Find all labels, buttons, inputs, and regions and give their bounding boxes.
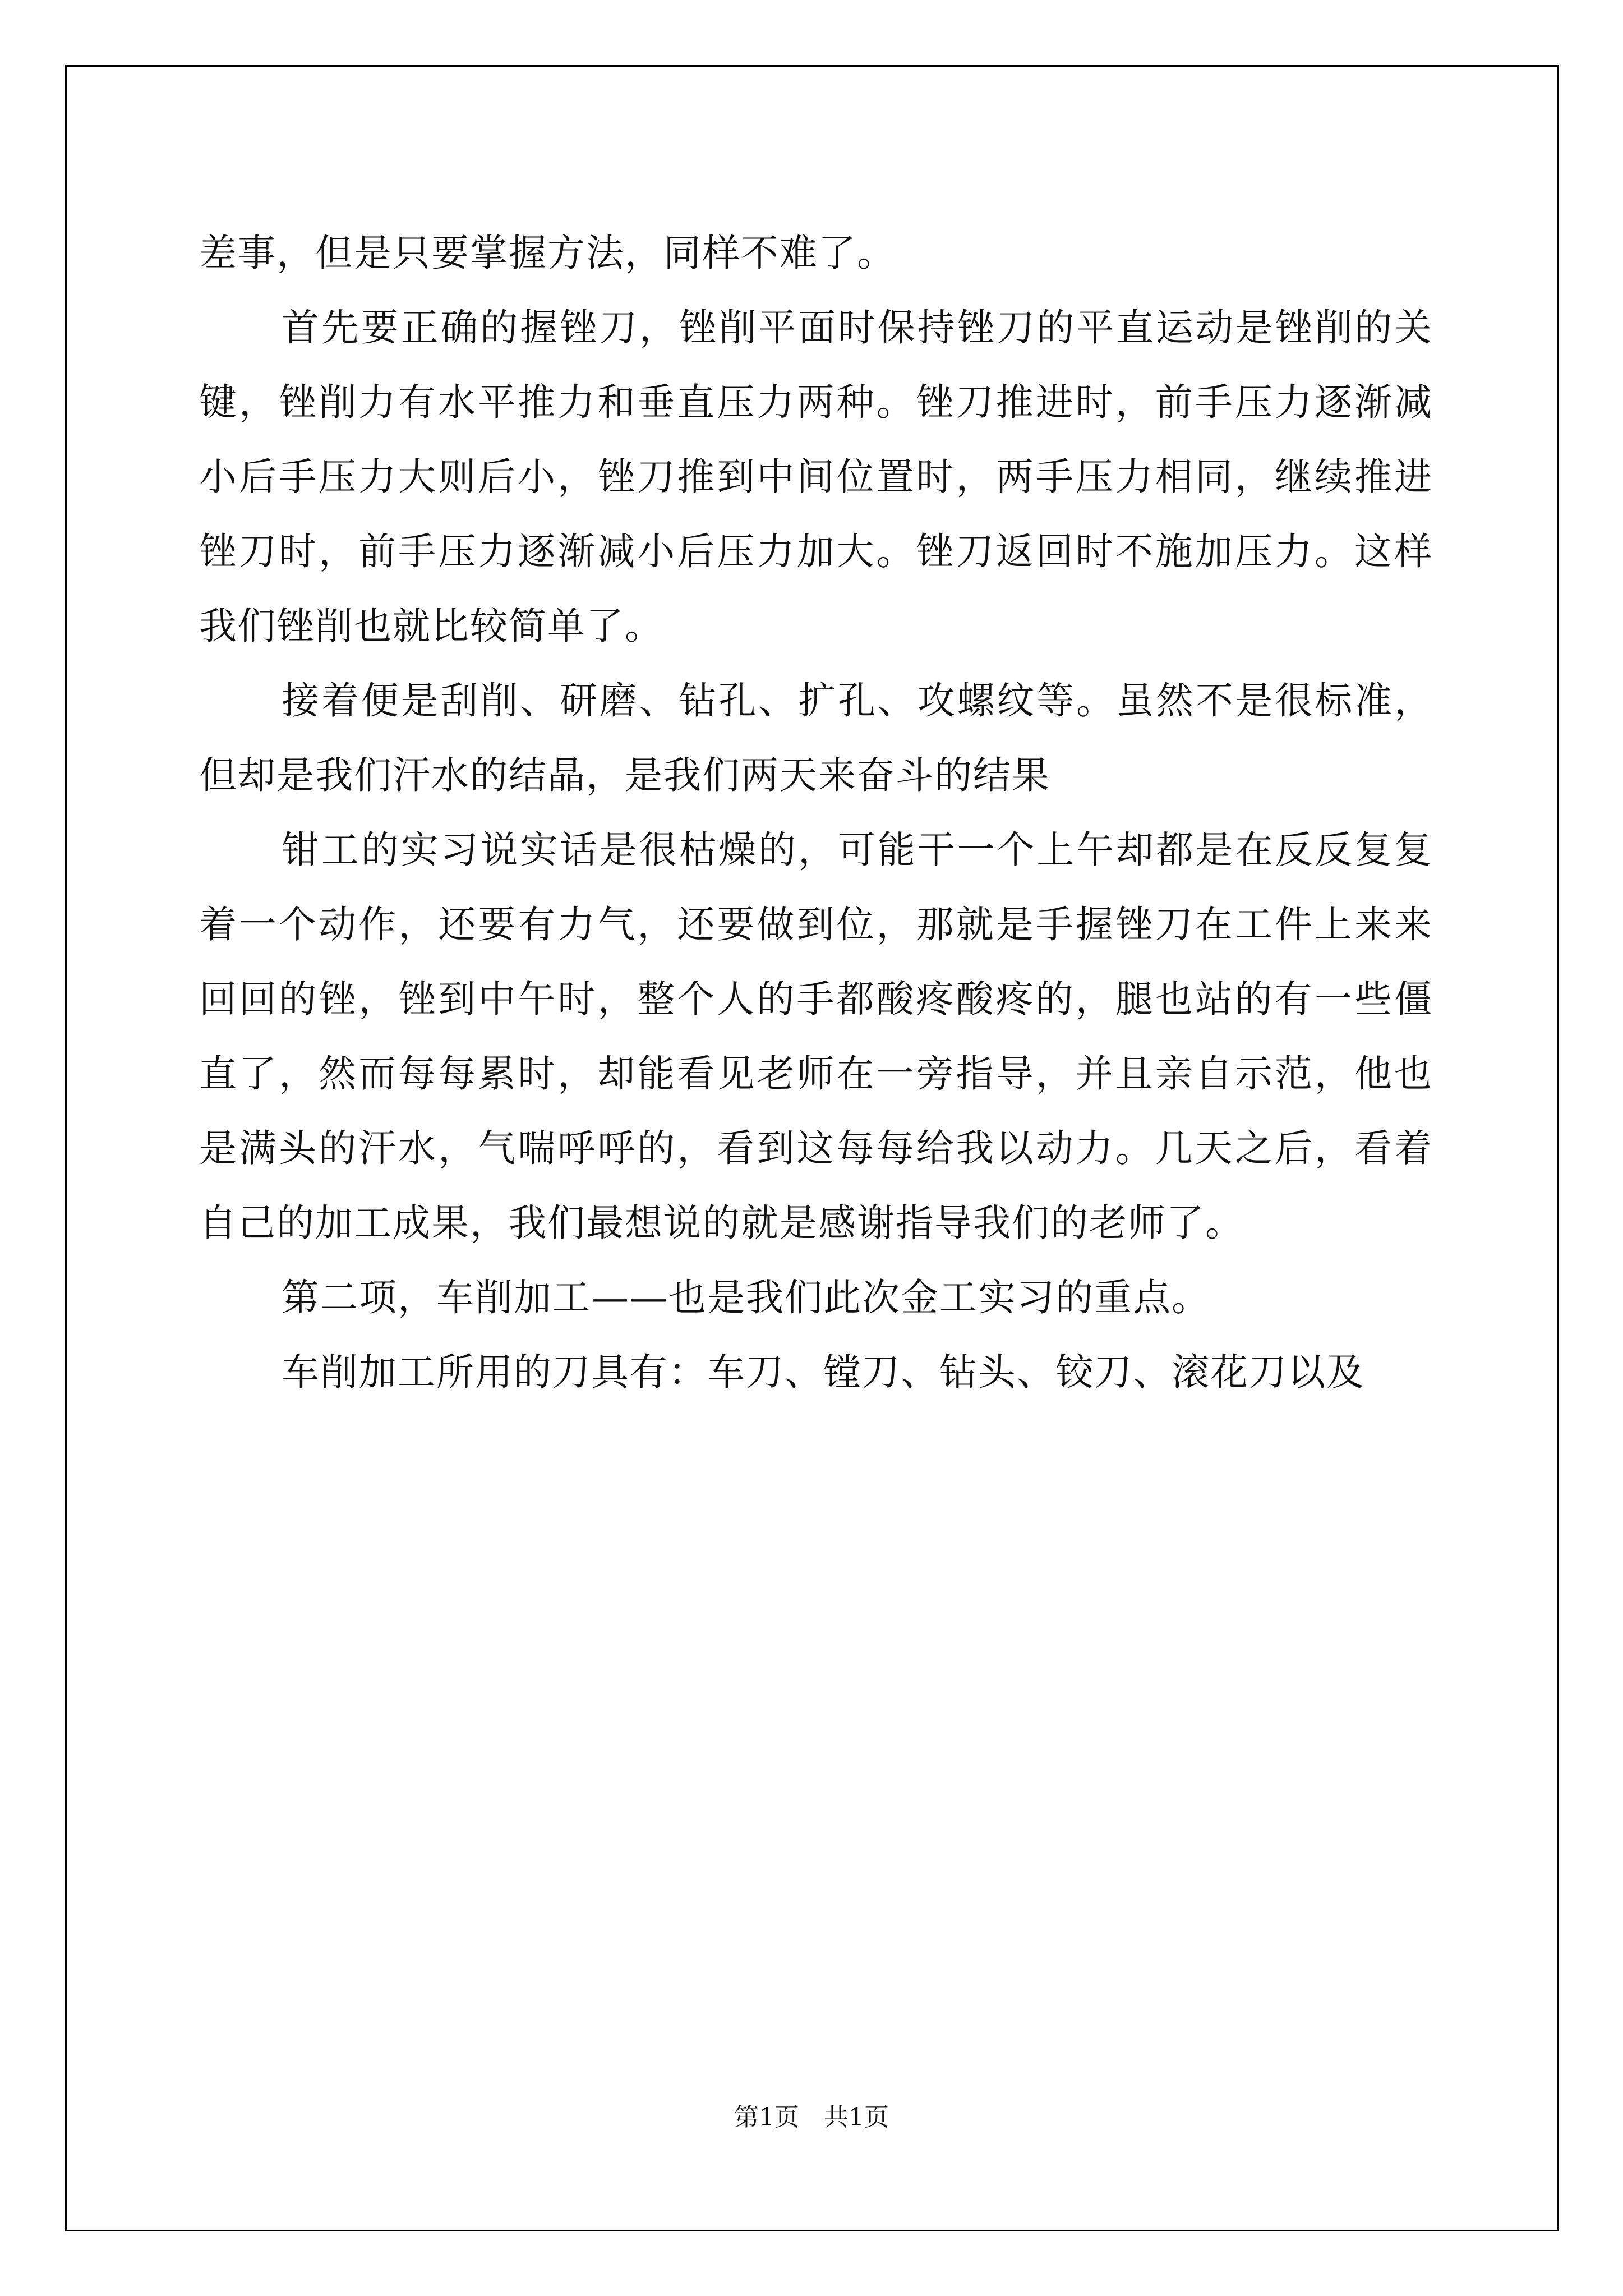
paragraph: 钳工的实习说实话是很枯燥的，可能干一个上午却都是在反反复复着一个动作，还要有力气，还要做到位，那就是手握锉刀在工件上来来回回的锉，锉到中午时，整个人的手都酸疼酸疼的，腿也站的有一些僵直了，然而每每累时，却能看见老师在一旁指导，并且亲自示范，他也是满头的汗水，气喘呼呼的，看到这每每给我以动力。几天之后，看着自己的加工成果，我们最想说的就是感谢指导我们的老师了。 [199,828,1433,1245]
paragraph: 差事，但是只要掌握方法，同样不难了。 [199,231,896,275]
document-body [199,216,1433,1410]
paragraph: 车削加工所用的刀具有：车刀、镗刀、钻头、铰刀、滚花刀以及 [282,1350,1365,1394]
paragraph: 首先要正确的握锉刀，锉削平面时保持锉刀的平直运动是锉削的关键，锉削力有水平推力和垂直压力两种。锉刀推进时，前手压力逐渐减小后手压力大则后小，锉刀推到中间位置时，两手压力相同，继续推进锉刀时，前手压力逐渐减小后压力加大。锉刀返回时不施加压力。这样我们锉削也就比较简单了。 [199,306,1433,648]
paragraph: 接着便是刮削、研磨、钻孔、扩孔、攻螺纹等。虽然不是很标准，但却是我们汗水的结晶，是我们两天来奋斗的结果 [199,679,1433,797]
paragraph: 第二项，车削加工——也是我们此次金工实习的重点。 [282,1276,1210,1319]
page-number-footer: 第1页 共1页 [734,2103,889,2132]
